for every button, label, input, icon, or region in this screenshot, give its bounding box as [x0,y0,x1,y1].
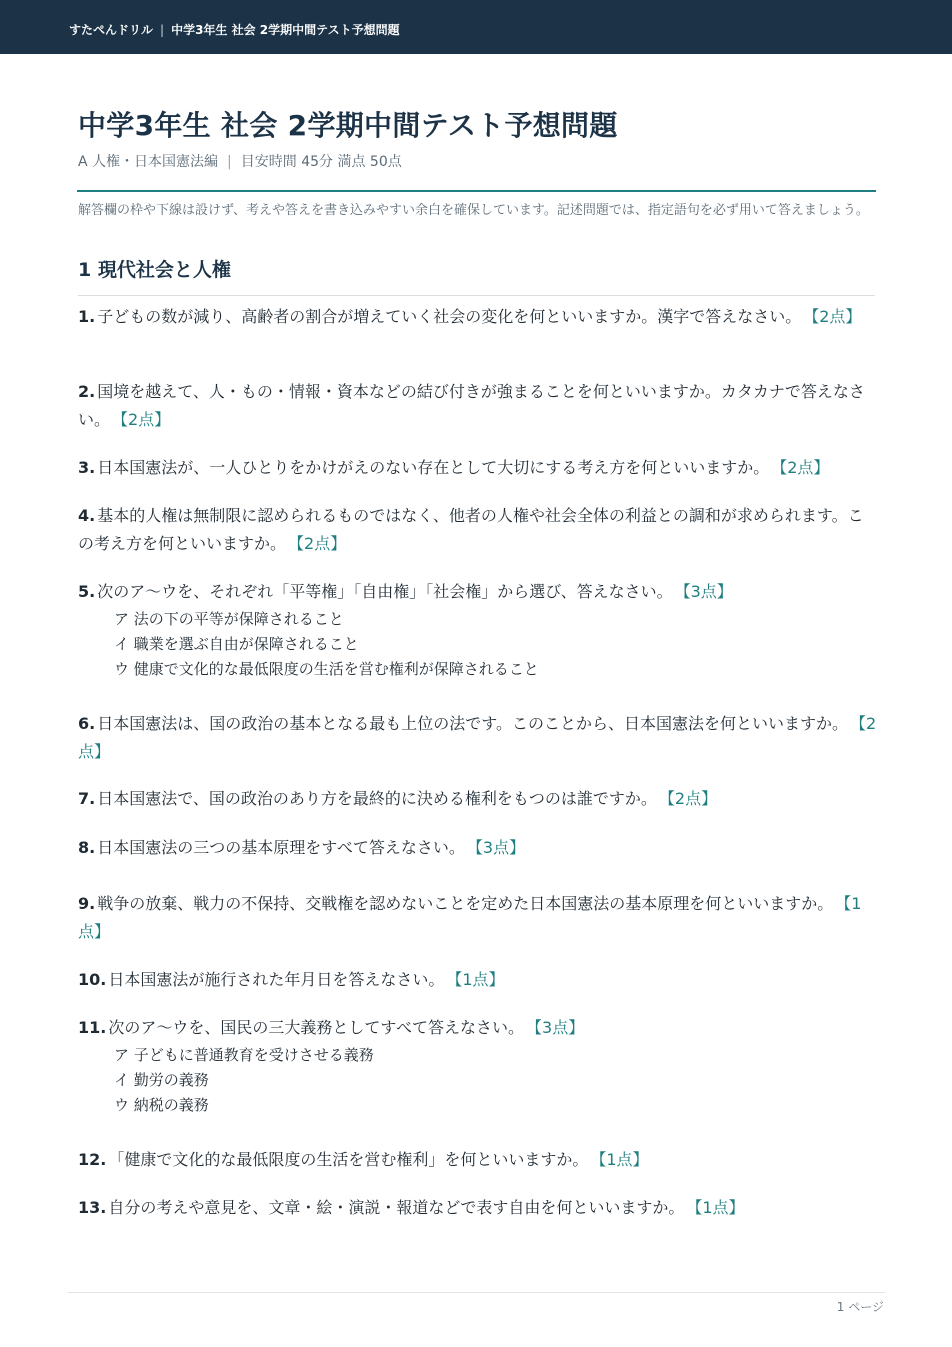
question-text: 子どもの数が減り、高齢者の割合が増えていく社会の変化を何といいますか。漢字で答えなさい。 [97,307,802,326]
question-number: 7. [78,789,96,808]
question-points: 【2点】 [120,410,171,429]
question-text: 戦争の放棄、戦力の不保持、交戦権を認めないことを定めた日本国憲法の基本原理を何といいますか。 [97,894,834,913]
question-number: 5. [78,582,96,601]
question-points: 【1点】 [454,970,505,989]
option-list [78,1043,878,1118]
option-item: ア 子どもに普通教育を受けさせる義務 [114,1046,374,1064]
subtitle-separator: | [227,154,232,170]
question-item [78,303,878,331]
question-number: 10. [78,970,107,989]
question-number: 4. [78,506,96,525]
question-number: 8. [78,838,96,857]
test-meta: 目安時間 45分 満点 50点 [240,154,402,170]
option-item: ウ 納税の義務 [114,1096,209,1114]
question-text: 自分の考えや意見を、文章・絵・演説・報道などで表す自由を何といいますか。 [108,1198,685,1217]
question-text: 日本国憲法で、国の政治のあり方を最終的に決める権利をもつのは誰ですか。 [97,789,657,808]
question-item [78,502,878,558]
question-points: 【2点】 [78,714,877,761]
question-points: 【3点】 [474,838,526,857]
question-number: 9. [78,894,96,913]
option-item: ア 法の下の平等が保障されること [114,610,344,628]
question-text: 国境を越えて、人・もの・情報・資本などの結び付きが強まることを何といいますか。カタカナで答えなさい。 [78,382,865,429]
question-number: 3. [78,458,96,477]
option-item: ウ 健康で文化的な最低限度の生活を営む権利が保障されること [114,660,539,678]
question-item [78,890,878,946]
question-points: 【1点】 [598,1150,649,1169]
page-title: 中学3年生 社会 2学期中間テスト予想問題 [78,109,618,142]
question-text: 次のア〜ウを、国民の三大義務としてすべて答えなさい。 [108,1018,525,1037]
question-number: 6. [78,714,96,733]
page-subtitle [78,151,402,171]
question-text: 日本国憲法の三つの基本原理をすべて答えなさい。 [97,838,465,857]
page-number: 1 ページ [836,1300,884,1314]
question-item [78,966,878,994]
title-divider [77,190,876,192]
question-item [78,834,878,862]
question-points: 【3点】 [534,1018,585,1037]
question-number: 11. [78,1018,107,1037]
question-text: 「健康で文化的な最低限度の生活を営む権利」を何といいますか。 [108,1150,589,1169]
question-text: 日本国憲法が、一人ひとりをかけがえのない存在として大切にする考え方を何といいますか。 [97,458,770,477]
brand-name: すたぺんドリル [69,23,154,37]
option-item: イ 勤労の義務 [114,1071,209,1089]
question-points: 【1点】 [78,894,862,941]
header-doc-title: 中学3年生 社会 2学期中間テスト予想問題 [171,23,400,37]
option-item: イ 職業を選ぶ自由が保障されること [114,635,359,653]
unit-label: A 人権・日本国憲法編 [78,154,219,170]
option-list [78,607,878,682]
question-item [78,378,878,434]
question-number: 12. [78,1150,107,1169]
question-points: 【1点】 [694,1198,745,1217]
question-number: 2. [78,382,96,401]
question-points: 【3点】 [682,582,733,601]
question-item [78,785,878,813]
header-separator: | [160,23,165,37]
question-text: 日本国憲法が施行された年月日を答えなさい。 [108,970,445,989]
question-points: 【2点】 [666,789,718,808]
question-item [78,578,878,682]
question-number: 1. [78,307,96,326]
question-text: 次のア〜ウを、それぞれ「平等権」「自由権」「社会権」から選び、答えなさい。 [97,582,673,601]
question-text: 基本的人権は無制限に認められるものではなく、他者の人権や社会全体の利益との調和が求められます。この考え方を何といいますか。 [78,506,864,553]
question-number: 13. [78,1198,107,1217]
question-text: 日本国憲法は、国の政治の基本となる最も上位の法です。このことから、日本国憲法を何といいますか。 [97,714,848,733]
question-item [78,1194,878,1222]
question-item [78,710,878,766]
instructions-note: 解答欄の枠や下線は設けず、考えや答えを書き込みやすい余白を確保しています。記述問題では、指定語句を必ず用いて答えましょう。 [78,203,869,218]
question-item [78,1146,878,1174]
question-points: 【2点】 [779,458,830,477]
question-item [78,1014,878,1118]
question-points: 【2点】 [296,534,347,553]
section-title: 1 現代社会と人権 [78,259,231,281]
question-item [78,454,878,482]
footer-divider [68,1292,885,1293]
section-divider [78,295,875,296]
question-points: 【2点】 [811,307,862,326]
top-header-bar [0,0,952,54]
